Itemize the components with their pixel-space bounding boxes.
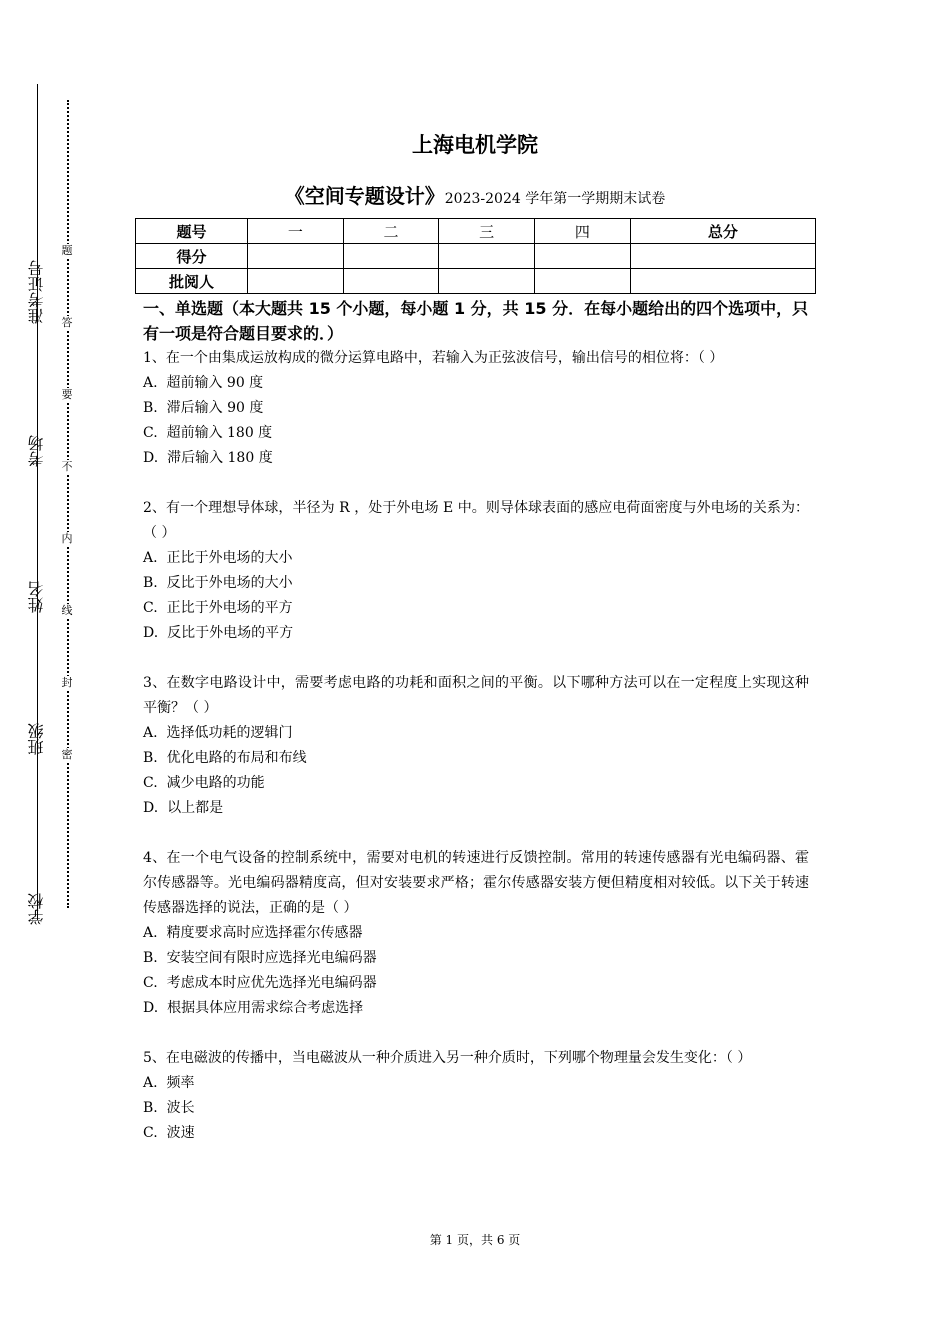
answer-option: A. 选择低功耗的逻辑门 [143, 725, 293, 741]
answer-option: B. 反比于外电场的大小 [143, 575, 293, 591]
seal-char: 答 [61, 316, 73, 329]
class-field[interactable] [19, 716, 55, 762]
answer-option: B. 优化电路的布局和布线 [143, 750, 307, 766]
grader-cell[interactable] [248, 269, 344, 294]
answer-option: B. 安装空间有限时应选择光电编码器 [143, 950, 377, 966]
school-field[interactable] [19, 886, 55, 932]
grader-cell[interactable] [630, 269, 815, 294]
grader-cell[interactable] [439, 269, 535, 294]
question-item [143, 1046, 809, 1146]
answer-option: C. 波速 [143, 1125, 195, 1141]
course-name: 《空间专题设计》 [284, 184, 445, 208]
score-row-label: 得分 [136, 244, 248, 269]
answer-option: C. 考虑成本时应优先选择光电编码器 [143, 975, 377, 991]
answer-option: D. 以上都是 [143, 800, 224, 816]
question-stem: 4、在一个电气设备的控制系统中，需要对电机的转速进行反馈控制。常用的转速传感器有光电编码器、霍尔传感器等。光电编码器精度高，但对安装要求严格；霍尔传感器安装方便但精度相对较低。以下关于转速传感器选择的说法，正确的是（ ） [143, 850, 809, 916]
school-title: 上海电机学院 [412, 133, 538, 157]
exam-id-label: 准考证号 [27, 260, 46, 324]
answer-option: A. 正比于外电场的大小 [143, 550, 293, 566]
answer-option: C. 正比于外电场的平方 [143, 600, 293, 616]
question-stem: 1、在一个由集成运放构成的微分运算电路中，若输入为正弦波信号，输出信号的相位将：（ ） [143, 350, 724, 366]
answer-option: D. 滞后输入 180 度 [143, 450, 273, 466]
answer-option: A. 精度要求高时应选择霍尔传感器 [143, 925, 363, 941]
score-col-header: 一 [248, 219, 344, 244]
grader-cell[interactable] [343, 269, 439, 294]
seal-char: 线 [61, 604, 73, 617]
seal-dotted-line [67, 100, 69, 908]
answer-option: C. 减少电路的功能 [143, 775, 265, 791]
score-table-header-row [136, 219, 816, 244]
grader-row-label: 批阅人 [136, 269, 248, 294]
question-item [143, 346, 809, 471]
answer-option: A. 超前输入 90 度 [143, 375, 264, 391]
seal-char: 内 [61, 532, 73, 545]
seal-char: 不 [61, 460, 73, 473]
name-field[interactable] [19, 574, 55, 620]
score-col-header: 题号 [136, 219, 248, 244]
grader-row [136, 269, 816, 294]
score-table [135, 218, 816, 294]
score-row [136, 244, 816, 269]
score-col-header: 二 [343, 219, 439, 244]
grader-cell[interactable] [535, 269, 631, 294]
score-col-header: 四 [535, 219, 631, 244]
question-item [143, 671, 809, 821]
answer-option: C. 超前输入 180 度 [143, 425, 273, 441]
answer-option: D. 反比于外电场的平方 [143, 625, 294, 641]
score-cell[interactable] [439, 244, 535, 269]
score-cell[interactable] [248, 244, 344, 269]
question-item [143, 496, 809, 646]
answer-option: B. 滞后输入 90 度 [143, 400, 264, 416]
score-cell[interactable] [535, 244, 631, 269]
question-stem: 2、有一个理想导体球，半径为 R ，处于外电场 E 中。则导体球表面的感应电荷面密度与外电场的关系为：（ ） [143, 500, 809, 541]
seal-char: 要 [61, 388, 73, 401]
binding-line [37, 84, 38, 920]
question-item [143, 846, 809, 1021]
seal-char: 题 [61, 244, 73, 257]
page-number: 第 1 页，共 6 页 [429, 1233, 521, 1247]
score-cell[interactable] [630, 244, 815, 269]
answer-option: A. 频率 [143, 1075, 195, 1091]
section-heading: 一、单选题（本大题共 15 个小题，每小题 1 分，共 15 分．在每小题给出的四个选项中，只有一项是符合题目要求的．） [143, 299, 809, 343]
answer-option: D. 根据具体应用需求综合考虑选择 [143, 1000, 364, 1016]
exam-room-field[interactable] [19, 428, 55, 474]
exam-room-label: 考场 [27, 435, 46, 467]
question-stem: 3、在数字电路设计中，需要考虑电路的功耗和面积之间的平衡。以下哪种方法可以在一定程度上实现这种平衡？（ ） [143, 675, 809, 716]
seal-char: 密 [61, 748, 73, 761]
school-field-label: 学校 [27, 893, 46, 925]
score-col-header: 总分 [630, 219, 815, 244]
term-label: 2023-2024 学年第一学期期末试卷 [444, 191, 666, 207]
answer-option: B. 波长 [143, 1100, 195, 1116]
exam-subtitle [0, 180, 950, 209]
name-label: 姓名 [27, 581, 46, 613]
score-cell[interactable] [343, 244, 439, 269]
seal-char: 封 [61, 676, 73, 689]
question-list [143, 346, 809, 1171]
score-col-header: 三 [439, 219, 535, 244]
exam-id-field[interactable] [19, 254, 55, 330]
question-stem: 5、在电磁波的传播中，当电磁波从一种介质进入另一种介质时，下列哪个物理量会发生变化：（ ） [143, 1050, 752, 1066]
class-label: 班级 [27, 723, 46, 755]
